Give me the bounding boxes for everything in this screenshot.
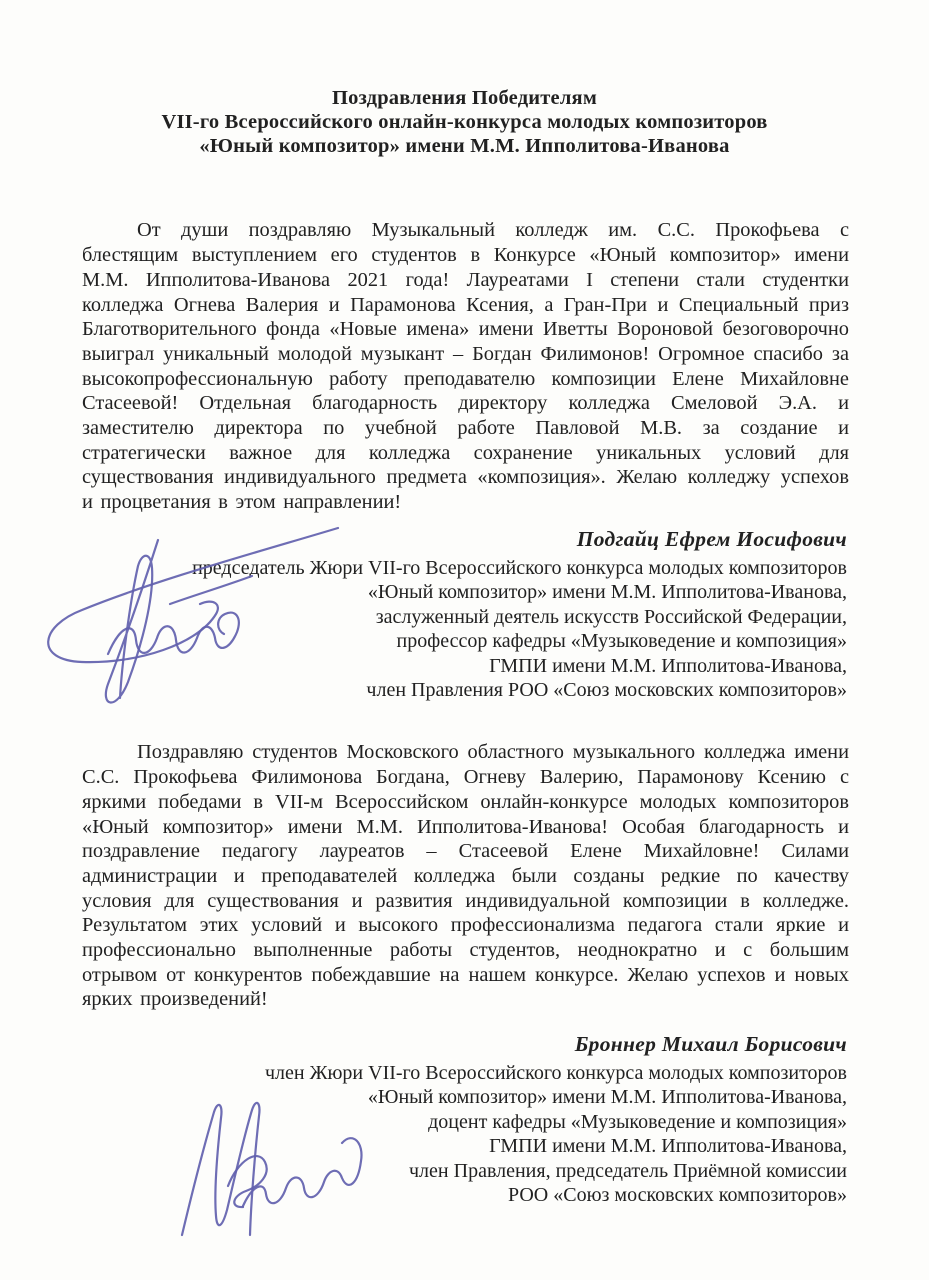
signatory-1-title-line: член Правления РОО «Союз московских композиторов» xyxy=(366,679,847,702)
signature-block-1 xyxy=(127,526,847,702)
congratulation-paragraph-1: От души поздравляю Музыкальный колледж им. С.С. Прокофьева с блестящим выступлением его студентов в Конкурсе «Юный композитор» имени М.М. Ипполитова-Иванова 2021 года! Лауреатами I степени стали студентки колледжа Огнева Валерия и Парамонова Ксения, а Гран-При и Специальный приз Благотворительного фонда «Новые имена» имени Иветты Вороновой безоговорочно выиграл уникальный молодой музыкант – Богдан Филимонов! Огромное спасибо за высокопрофессиональную работу преподавателю композиции Елене Михайловне Стасеевой! Отдельная благодарность директору колледжа Смеловой Э.А. и заместителю директора по учебной работе Павловой М.В. за создание и стратегически важное для колледжа сохранение уникальных условий для существования индивидуального предмета «композиция». Желаю колледжу успехов и процветания в этом направлении! xyxy=(82,219,849,514)
signatory-2-title-line: член Жюри VII-го Всероссийского конкурса молодых композиторов xyxy=(264,1062,847,1084)
signatory-1-title-line: председатель Жюри VII-го Всероссийского конкурса молодых композиторов xyxy=(192,557,847,579)
signatory-1-title-line: профессор кафедры «Музыковедение и композиция» xyxy=(396,630,847,653)
signatory-1-title-line: «Юный композитор» имени М.М. Ипполитова-Иванова, xyxy=(367,581,847,604)
title-line-3: «Юный композитор» имени М.М. Ипполитова-Иванова xyxy=(199,134,730,157)
signatory-2-title-line: член Правления, председатель Приёмной комиссии xyxy=(409,1159,847,1182)
signatory-2-name: Броннер Михаил Борисович xyxy=(574,1032,847,1056)
signatory-1-title-line: заслуженный деятель искусств Российской Федерации, xyxy=(375,605,847,628)
signatory-2-title-line: «Юный композитор» имени М.М. Ипполитова-Иванова, xyxy=(367,1086,847,1109)
signatory-2-title-line: РОО «Союз московских композиторов» xyxy=(508,1184,847,1207)
signatory-1-title-line: ГМПИ имени М.М. Ипполитова-Иванова, xyxy=(489,654,847,677)
signature-block-2 xyxy=(127,1031,847,1207)
signatory-2-title-line: ГМПИ имени М.М. Ипполитова-Иванова, xyxy=(489,1135,847,1158)
signatory-1-name: Подгайц Ефрем Иосифович xyxy=(576,527,847,551)
title-line-1: Поздравления Победителям xyxy=(331,87,598,109)
letter-title xyxy=(0,87,929,158)
title-line-2: VII-го Всероссийского онлайн-конкурса молодых композиторов xyxy=(161,110,768,133)
congratulation-paragraph-2: Поздравляю студентов Московского областного музыкального колледжа имени С.С. Прокофьева Филимонова Богдана, Огневу Валерию, Парамонову Ксению с яркими победами в VII-м Всероссийском онлайн-конкурсе молодых композиторов «Юный композитор» имени М.М. Ипполитова-Иванова! Особая благодарность и поздравление педагогу лауреатов – Стасеевой Елене Михайловне! Силами администрации и преподавателей колледжа были созданы редкие по качеству условия для существования и развития индивидуальной композиции в колледже. Результатом этих условий и высокого профессионализма педагога стали яркие и профессионально выполненные работы студентов, неоднократно и с большим отрывом от конкурентов побеждавшие на нашем конкурсе. Желаю успехов и новых ярких произведений! xyxy=(82,741,849,1011)
signatory-2-title-line: доцент кафедры «Музыковедение и композиция» xyxy=(428,1110,847,1133)
